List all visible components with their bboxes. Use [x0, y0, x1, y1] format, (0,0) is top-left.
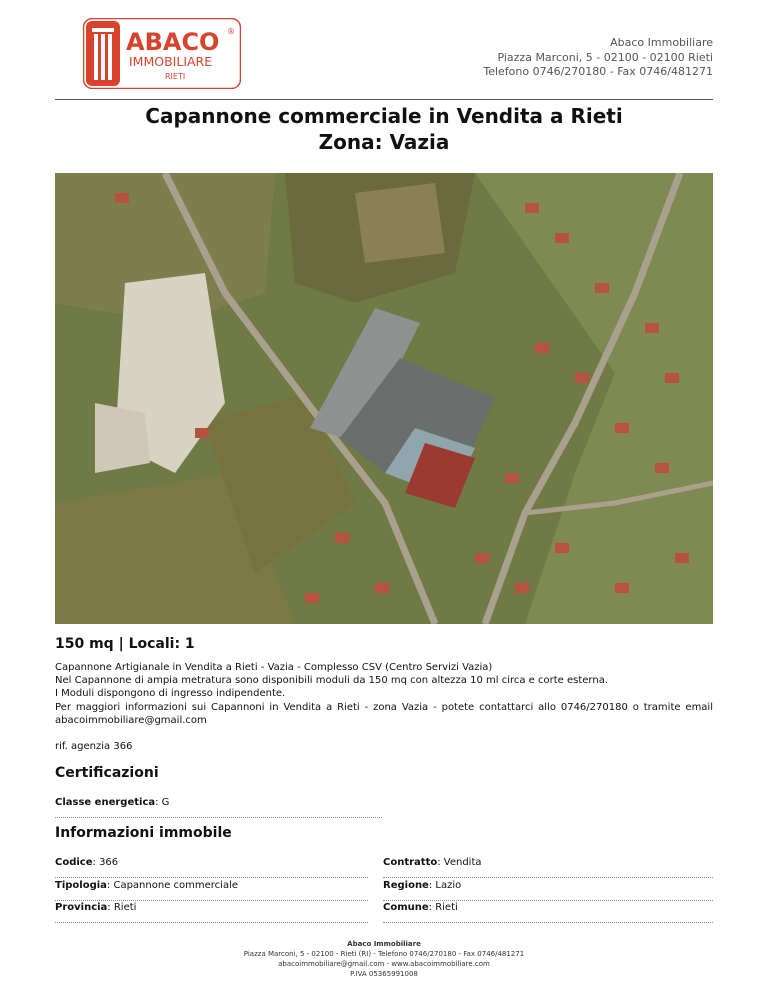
description-line: Capannone Artigianale in Vendita a Rieti - Vazia - Complesso CSV (Centro Servizi Vazia) [55, 662, 493, 673]
aerial-photo [55, 173, 713, 624]
description-line: I Moduli dispongono di ingresso indipendente. [55, 688, 286, 700]
footer-address: Piazza Marconi, 5 - 02100 - Rieti (RI) - Telefono 0746/270180 - Fax 0746/481271 [243, 950, 525, 958]
description-line: Nel Capannone di ampia metratura sono disponibili moduli da 150 mq con altezza 10 ml circa e corte esterna. [55, 675, 609, 687]
info-title: Informazioni immobile [55, 825, 232, 841]
agency-name: Abaco Immobiliare [610, 36, 713, 49]
summary-line: 150 mq | Locali: 1 [55, 636, 195, 652]
field-value: : Rieti [428, 902, 458, 913]
codice-field [55, 857, 368, 878]
logo-registered: ® [227, 27, 235, 36]
logo-line2: IMMOBILIARE [129, 54, 213, 69]
agency-phones: Telefono 0746/270180 - Fax 0746/481271 [483, 65, 713, 78]
comune-field [383, 902, 713, 923]
energy-class-value: : G [155, 797, 170, 808]
provincia-field [55, 902, 368, 923]
description [55, 661, 713, 727]
abaco-logo [83, 18, 241, 89]
footer-contacts: abacoimmobiliare@gmail.com - www.abacoimmobiliare.com [278, 960, 490, 968]
field-value: : Lazio [428, 880, 462, 891]
title-line1: Capannone commerciale in Vendita a Rieti [145, 104, 623, 128]
agency-address: Piazza Marconi, 5 - 02100 - 02100 Rieti [497, 50, 713, 64]
certificazioni-title: Certificazioni [55, 765, 159, 781]
page-title [55, 103, 713, 155]
agency-reference: rif. agenzia 366 [55, 741, 133, 752]
footer-name: Abaco Immobiliare [347, 940, 421, 948]
field-label: Comune [383, 902, 429, 913]
footer-vat: P.IVA 05365991008 [350, 970, 418, 978]
field-value: : 366 [92, 857, 119, 868]
field-label: Tipologia [55, 880, 107, 891]
tipologia-field [55, 880, 368, 901]
description-line: Per maggiori informazioni sui Capannoni in Vendita a Rieti - zona Vazia - potete contattarci allo 0746/270180 o tramite email abacoimmobiliare@gmail.com [55, 701, 713, 726]
field-value: : Capannone commerciale [106, 880, 238, 891]
energy-class-label: Classe energetica [55, 797, 156, 808]
logo-line1: ABACO [126, 28, 220, 56]
regione-field [383, 880, 713, 901]
agency-header [483, 36, 713, 80]
header-divider [55, 99, 713, 100]
field-label: Regione [383, 880, 429, 891]
title-line2: Zona: Vazia [318, 130, 450, 154]
contratto-field [383, 857, 713, 878]
energy-class-field [55, 797, 382, 818]
footer [55, 939, 713, 979]
field-label: Contratto [383, 857, 438, 868]
field-value: : Vendita [437, 857, 482, 868]
logo-line3: RIETI [165, 72, 186, 81]
field-value: : Rieti [107, 902, 137, 913]
field-label: Provincia [55, 902, 108, 913]
field-label: Codice [55, 857, 93, 868]
